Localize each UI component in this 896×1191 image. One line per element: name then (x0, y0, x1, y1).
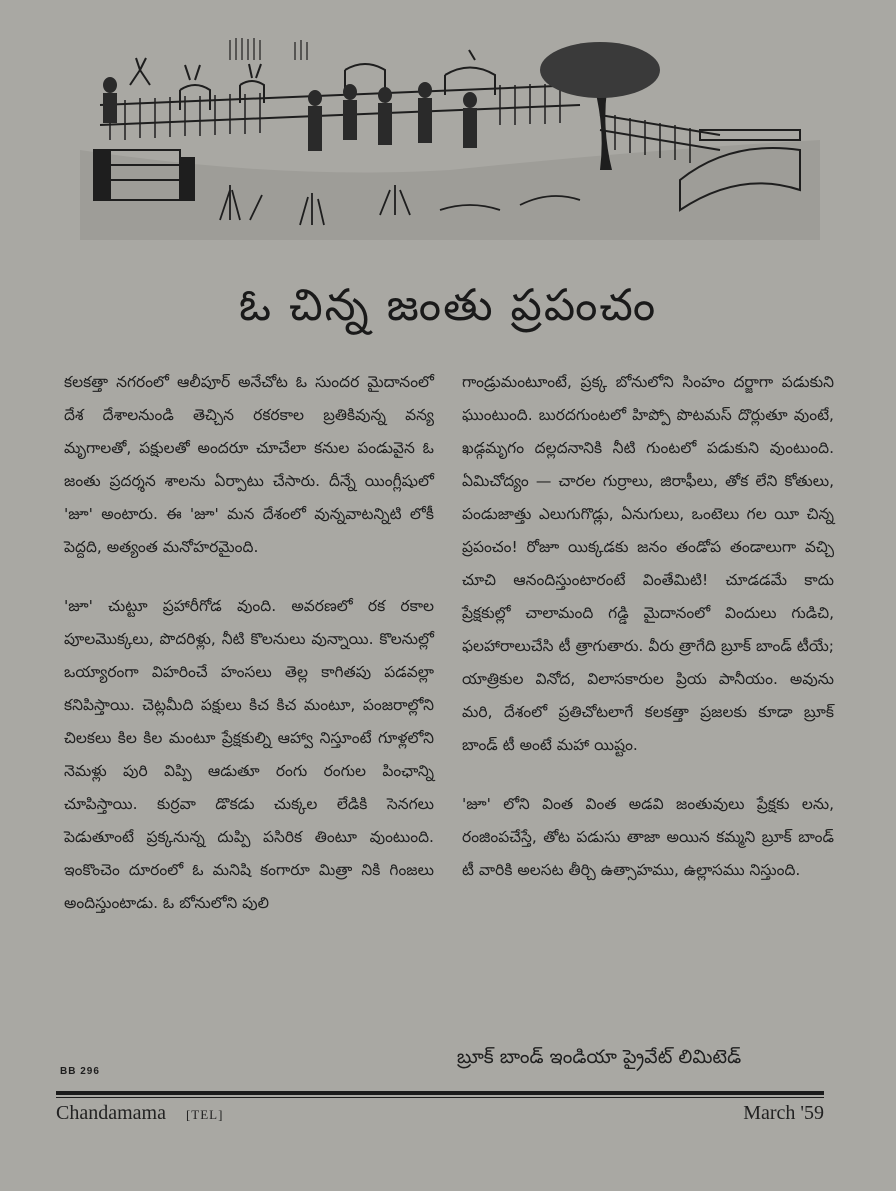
edition-tag: [TEL] (185, 1107, 224, 1122)
page-title: ఓ చిన్న జంతు ప్రపంచం (238, 280, 658, 331)
paragraph: 'జూ' లోని వింత వింత అడవి జంతువులు ప్రేక్షకు లను, రంజింపచేస్తే, తోట పడుసు తాజా అయిన కమ్మని బ్రూక్ బాండ్ టీ వారికి అలసట తీర్చి ఉత్సాహము, ఉల్లాసము నిస్తుంది. (462, 795, 834, 879)
footer-rule (56, 1091, 824, 1095)
right-column (462, 366, 834, 887)
paragraph: గాండ్రుమంటూంటే, ప్రక్క బోనులోని సింహం దర్జాగా పడుకుని ఘుంటుంది. బురదగుంటలో హిప్పో పొటమస్ దొర్లుతూ వుంటే, ఖడ్గమృగం దల్లదనానికి నీటి గుంటలో పడుకుని వుంటుంది. ఏమిచోద్యం — చారల గుర్రాలు, జిరాఫీలు, తోక లేని కోతులు, పండుజాత్తు ఎలుగుగొడ్లు, ఏనుగులు, ఒంటెలు గల యీ చిన్న ప్రపంచం! రోజూ యిక్కడకు జనం తండోప తండాలుగా వచ్చి చూచి ఆనందిస్తుంటారంటే వింతేమిటి! చూడడమే కాదు ప్రేక్షకుల్లో చాలామంది గడ్డి మైదానంలో విందులు గుడిచి, ఫలహారాలుచేసి టీ త్రాగుతారు. వీరు త్రాగేది బ్రూక్ బాండ్ టీయే; యాత్రికుల వినోద, విలాసకారుల ప్రియ పానీయం. అవును మరి, దేశంలో ప్రతిచోటలాగే కలకత్తా ప్రజలకు కూడా బ్రూక్ బాండ్ టీ అంటే మహా యిష్టం. (462, 373, 834, 754)
left-column (64, 366, 434, 920)
paragraph: కలకత్తా నగరంలో ఆలీపూర్ అనేచోట ఓ సుందర మైదానంలో దేశ దేశాలనుండి తెచ్చిన రకరకాల బ్రతికివున్న వన్య మృగాలతో, పక్షులతో అందరూ చూచేలా కనుల పండువైన ఓ జంతు ప్రదర్శన శాలను ఏర్పాటు చేసారు. దీన్నే యింగ్లీషులో 'జూ' అంటారు. ఈ 'జూ' మన దేశంలో వున్నవాటన్నిటి లోకీ పెద్దది, అత్యంత మనోహరమైంది. (64, 373, 434, 556)
footer-rule-thin (56, 1097, 824, 1098)
ad-code: BB 296 (60, 1066, 100, 1077)
company-name: బ్రూక్ బాండ్ ఇండియా ప్రైవేట్ లిమిటెడ్ (456, 1046, 742, 1068)
footer-date: March '59 (743, 1102, 824, 1124)
zoo-illustration (80, 30, 820, 240)
magazine-name: Chandamama (56, 1102, 166, 1124)
paragraph: 'జూ' చుట్టూ ప్రహారీగోడ వుంది. అవరణలో రక రకాల పూలమొక్కలు, పొదరిళ్లు, నీటి కొలనులు వున్నాయి. కొలనుల్లో ఒయ్యారంగా విహరించే హంసలు తెల్ల కాగితపు పడవల్లా కనిపిస్తాయి. చెట్లమీది పక్షులు కిచ కిచ మంటూ, పంజరాల్లోని చిలకలు కిల కిల మంటూ ప్రేక్షకుల్ని ఆహ్వా నిస్తూంటే గూళ్లలోని నెమళ్లు పురి విప్పి ఆడుతూ రంగు రంగుల పింఛాన్ని చూపిస్తాయి. కుర్రవా డొకడు చుక్కల లేడికి సెనగలు పెడుతూంటే ప్రక్కనున్న దుప్పి పసిరిక తింటూ వుంటుంది. ఇంకొంచెం దూరంలో ఓ మనిషి కంగారూ మిత్రా నికి గింజలు అందిస్తుంటాడు. ఓ బోనులోని పులి (64, 597, 434, 912)
footer-magazine (56, 1102, 223, 1125)
